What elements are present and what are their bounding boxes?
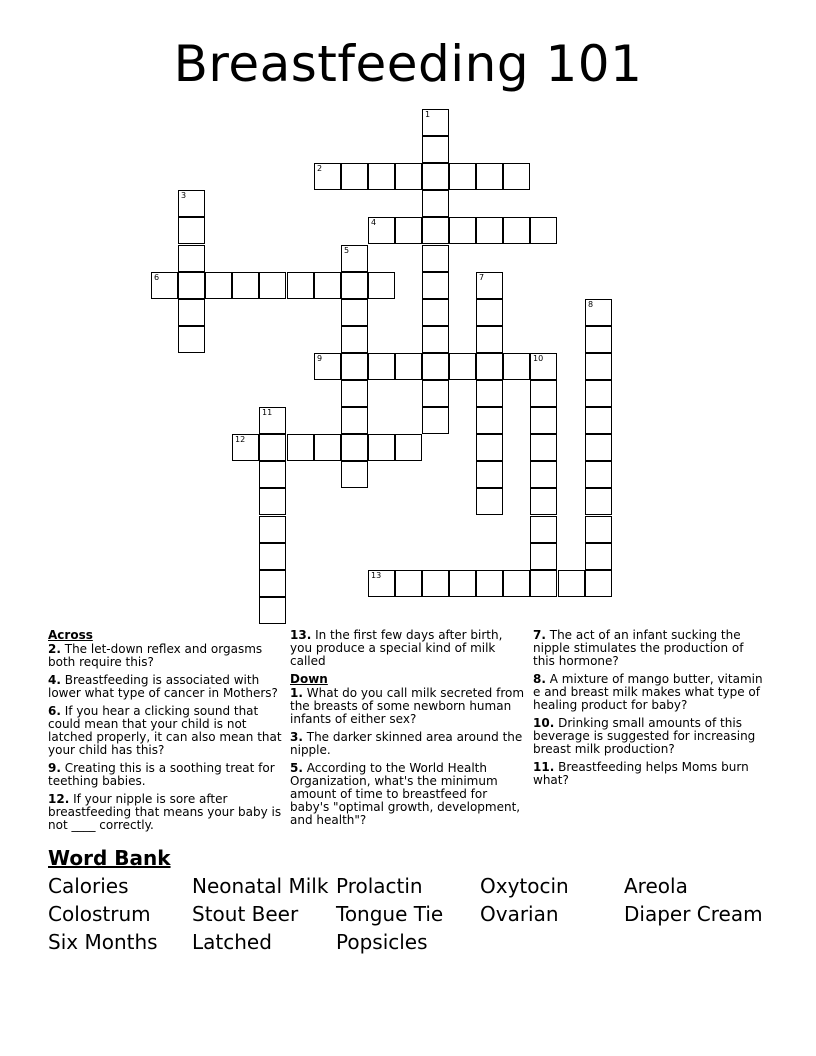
crossword-cell[interactable]	[422, 163, 449, 190]
crossword-cell[interactable]	[558, 570, 585, 597]
clue-across-13: 13. In the first few days after birth, you produce a special kind of milk called	[290, 628, 503, 668]
word-bank-item: Colostrum	[48, 902, 151, 926]
crossword-cell[interactable]	[449, 163, 476, 190]
crossword-cell[interactable]	[368, 353, 395, 380]
crossword-cell[interactable]	[530, 461, 557, 488]
crossword-cell[interactable]	[178, 326, 205, 353]
crossword-cell[interactable]	[585, 570, 612, 597]
crossword-cell[interactable]	[422, 570, 449, 597]
across-heading: Across	[48, 628, 93, 642]
clue-number: 12	[235, 435, 246, 444]
crossword-cell[interactable]	[287, 272, 314, 299]
crossword-cell[interactable]	[585, 461, 612, 488]
crossword-cell[interactable]	[422, 245, 449, 272]
crossword-cell[interactable]	[476, 163, 503, 190]
crossword-cell[interactable]	[395, 570, 422, 597]
crossword-cell[interactable]	[368, 163, 395, 190]
word-bank-item: Stout Beer	[192, 902, 299, 926]
crossword-cell[interactable]	[530, 217, 557, 244]
word-bank-item: Latched	[192, 930, 272, 954]
crossword-cell[interactable]	[341, 380, 368, 407]
clues-column-1	[48, 629, 284, 837]
crossword-cell[interactable]	[341, 407, 368, 434]
crossword-cell[interactable]	[232, 434, 259, 461]
crossword-cell[interactable]	[585, 380, 612, 407]
crossword-cell[interactable]	[422, 407, 449, 434]
clue-down-11: 11. Breastfeeding helps Moms burn what?	[533, 760, 749, 787]
crossword-cell[interactable]	[314, 272, 341, 299]
word-bank-item: Neonatal Milk	[192, 874, 329, 898]
word-bank-item: Tongue Tie	[336, 902, 444, 926]
crossword-cell[interactable]	[422, 109, 449, 136]
crossword-cell[interactable]	[259, 272, 286, 299]
crossword-cell[interactable]	[341, 326, 368, 353]
crossword-cell[interactable]	[205, 272, 232, 299]
crossword-cell[interactable]	[151, 272, 178, 299]
crossword-cell[interactable]	[259, 407, 286, 434]
crossword-cell[interactable]	[422, 326, 449, 353]
crossword-cell[interactable]	[476, 217, 503, 244]
crossword-cell[interactable]	[259, 434, 286, 461]
clue-across-9: 9. Creating this is a soothing treat for teething babies.	[48, 761, 275, 788]
crossword-cell[interactable]	[178, 272, 205, 299]
crossword-cell[interactable]	[178, 245, 205, 272]
clue-across-6: 6. If you hear a clicking sound that could mean that your child is not latched properly, it can also mean that your child has this?	[48, 704, 282, 757]
clue-number: 13	[371, 571, 382, 580]
crossword-cell[interactable]	[368, 217, 395, 244]
crossword-cell[interactable]	[314, 163, 341, 190]
word-bank-title: Word Bank	[48, 846, 171, 870]
crossword-cell[interactable]	[476, 461, 503, 488]
crossword-cell[interactable]	[585, 488, 612, 515]
word-bank-item: Popsicles	[336, 930, 428, 954]
crossword-cell[interactable]	[476, 407, 503, 434]
clue-number: 2	[317, 164, 323, 173]
crossword-cell[interactable]	[530, 407, 557, 434]
crossword-cell[interactable]	[530, 488, 557, 515]
crossword-cell[interactable]	[530, 434, 557, 461]
clue-number: 9	[317, 354, 323, 363]
crossword-cell[interactable]	[259, 597, 286, 624]
crossword-cell[interactable]	[476, 299, 503, 326]
crossword-cell[interactable]	[259, 488, 286, 515]
crossword-cell[interactable]	[341, 272, 368, 299]
crossword-cell[interactable]	[287, 434, 314, 461]
clues-column-2	[290, 629, 526, 832]
word-bank-item: Oxytocin	[480, 874, 569, 898]
clue-number: 1	[425, 110, 431, 119]
crossword-cell[interactable]	[422, 217, 449, 244]
clue-number: 10	[533, 354, 544, 363]
crossword-cell[interactable]	[314, 434, 341, 461]
crossword-cell[interactable]	[585, 299, 612, 326]
crossword-cell[interactable]	[341, 245, 368, 272]
crossword-cell[interactable]	[395, 163, 422, 190]
clue-down-5: 5. According to the World Health Organization, what's the minimum amount of time to breastfeed for baby's "optimal growth, development, and health"?	[290, 761, 521, 827]
crossword-cell[interactable]	[422, 380, 449, 407]
clue-across-2: 2. The let-down reflex and orgasms both require this?	[48, 642, 263, 669]
crossword-cell[interactable]	[341, 299, 368, 326]
crossword-cell[interactable]	[341, 353, 368, 380]
crossword-cell[interactable]	[341, 163, 368, 190]
crossword-cell[interactable]	[476, 434, 503, 461]
crossword-cell[interactable]	[395, 217, 422, 244]
clue-down-10: 10. Drinking small amounts of this beverage is suggested for increasing breast milk production?	[533, 716, 756, 756]
crossword-cell[interactable]	[530, 380, 557, 407]
clue-down-3: 3. The darker skinned area around the nipple.	[290, 730, 523, 757]
crossword-cell[interactable]	[503, 353, 530, 380]
crossword-cell[interactable]	[422, 353, 449, 380]
clue-number: 11	[262, 408, 273, 417]
crossword-cell[interactable]	[476, 380, 503, 407]
crossword-cell[interactable]	[259, 570, 286, 597]
crossword-cell[interactable]	[585, 434, 612, 461]
down-heading: Down	[290, 672, 328, 686]
crossword-cell[interactable]	[585, 326, 612, 353]
crossword-cell[interactable]	[585, 543, 612, 570]
crossword-cell[interactable]	[585, 407, 612, 434]
clue-number: 4	[371, 218, 377, 227]
clue-number: 8	[588, 300, 594, 309]
crossword-cell[interactable]	[368, 272, 395, 299]
crossword-cell[interactable]	[530, 353, 557, 380]
crossword-cell[interactable]	[259, 461, 286, 488]
crossword-cell[interactable]	[449, 217, 476, 244]
crossword-cell[interactable]	[476, 272, 503, 299]
crossword-cell[interactable]	[341, 434, 368, 461]
clue-down-8: 8. A mixture of mango butter, vitamin e and breast milk makes what type of healing product for baby?	[533, 672, 763, 712]
clue-number: 7	[479, 273, 485, 282]
crossword-cell[interactable]	[422, 190, 449, 217]
word-bank-item: Areola	[624, 874, 688, 898]
word-bank-item: Diaper Cream	[624, 902, 763, 926]
crossword-cell[interactable]	[422, 272, 449, 299]
crossword-cell[interactable]	[530, 516, 557, 543]
clue-down-7: 7. The act of an infant sucking the nipple stimulates the production of this hormone?	[533, 628, 744, 668]
crossword-cell[interactable]	[585, 353, 612, 380]
crossword-cell[interactable]	[422, 299, 449, 326]
clues-column-3	[533, 629, 769, 792]
word-bank-item: Ovarian	[480, 902, 559, 926]
crossword-cell[interactable]	[178, 217, 205, 244]
crossword-cell[interactable]	[476, 570, 503, 597]
page-title: Breastfeeding 101	[173, 35, 643, 93]
crossword-cell[interactable]	[232, 272, 259, 299]
crossword-cell[interactable]	[449, 353, 476, 380]
crossword-cell[interactable]	[476, 488, 503, 515]
crossword-cell[interactable]	[476, 353, 503, 380]
word-bank-item: Calories	[48, 874, 129, 898]
crossword-cell[interactable]	[530, 543, 557, 570]
clue-across-12: 12. If your nipple is sore after breastfeeding that means your baby is not ____ correctly.	[48, 792, 282, 832]
word-bank-item: Six Months	[48, 930, 158, 954]
crossword-cell[interactable]	[314, 353, 341, 380]
crossword-cell[interactable]	[395, 353, 422, 380]
clue-across-4: 4. Breastfeeding is associated with lower what type of cancer in Mothers?	[48, 673, 278, 700]
clue-number: 5	[344, 246, 350, 255]
crossword-cell[interactable]	[503, 570, 530, 597]
clue-number: 6	[154, 273, 160, 282]
crossword-cell[interactable]	[449, 570, 476, 597]
crossword-cell[interactable]	[178, 299, 205, 326]
crossword-cell[interactable]	[530, 570, 557, 597]
crossword-cell[interactable]	[259, 516, 286, 543]
crossword-cell[interactable]	[503, 217, 530, 244]
crossword-cell[interactable]	[368, 570, 395, 597]
crossword-cell[interactable]	[368, 434, 395, 461]
crossword-cell[interactable]	[341, 461, 368, 488]
crossword-cell[interactable]	[178, 190, 205, 217]
crossword-cell[interactable]	[422, 136, 449, 163]
crossword-cell[interactable]	[395, 434, 422, 461]
crossword-cell[interactable]	[585, 516, 612, 543]
word-bank-item: Prolactin	[336, 874, 423, 898]
crossword-cell[interactable]	[476, 326, 503, 353]
crossword-cell[interactable]	[259, 543, 286, 570]
clue-down-1: 1. What do you call milk secreted from the breasts of some newborn human infants of either sex?	[290, 686, 525, 726]
clue-number: 3	[181, 191, 187, 200]
crossword-cell[interactable]	[503, 163, 530, 190]
